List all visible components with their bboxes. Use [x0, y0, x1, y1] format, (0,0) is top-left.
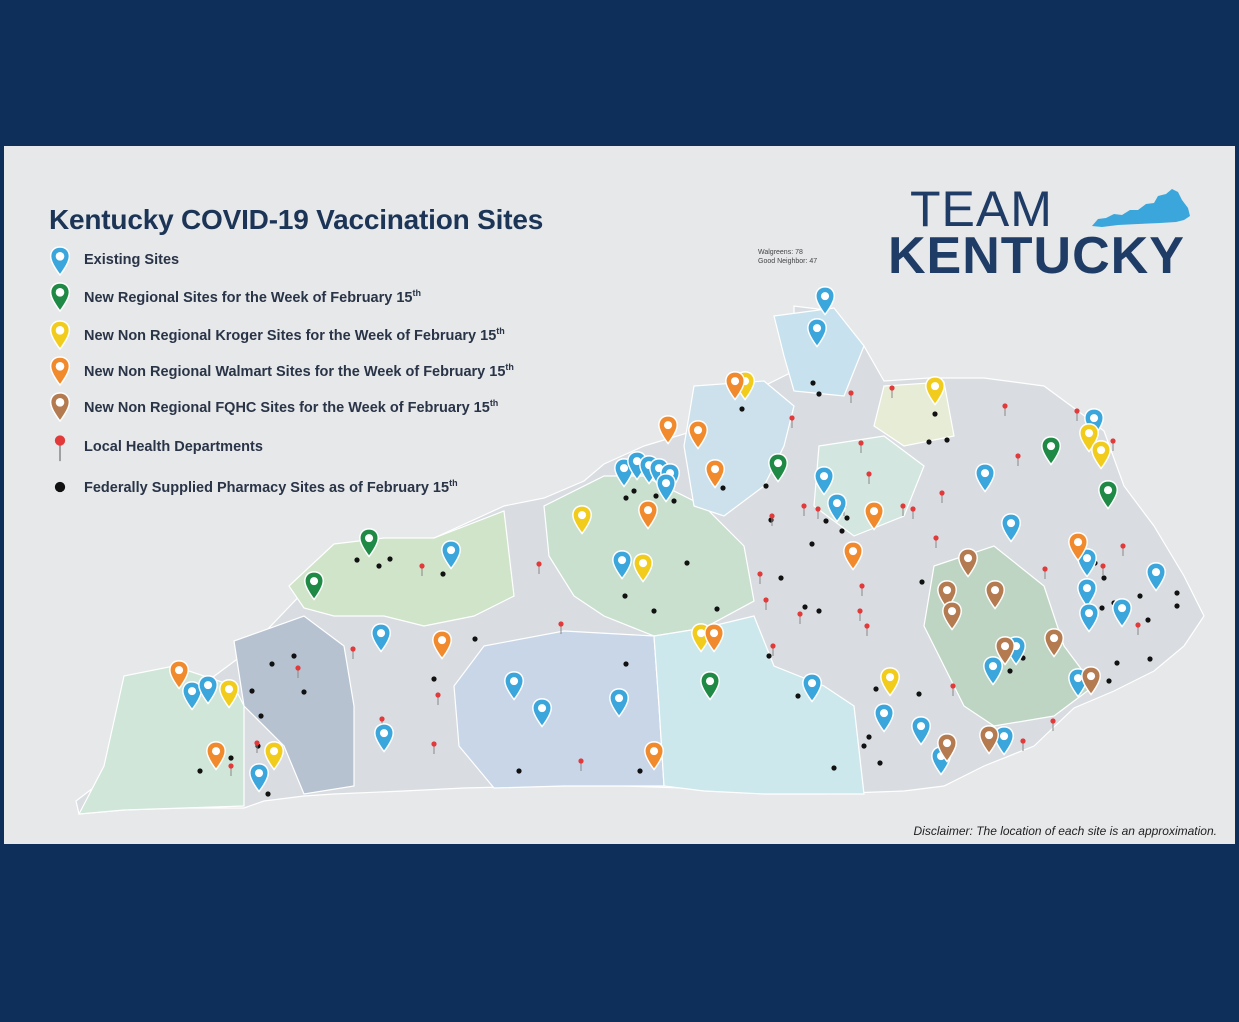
- pharmacy-dot: [376, 563, 381, 568]
- pharmacy-dot: [623, 495, 628, 500]
- pharmacy-dot: [472, 636, 477, 641]
- pharmacy-dot: [1007, 668, 1012, 673]
- legend-label: Existing Sites: [84, 252, 180, 268]
- legend-label: New Non Regional Walmart Sites for the Week of February 15th: [84, 362, 514, 380]
- pharmacy-dot: [1099, 605, 1104, 610]
- pharmacy-dot-icon: [46, 472, 74, 502]
- pharmacy-dot: [269, 661, 274, 666]
- pharmacy-dot: [714, 606, 719, 611]
- pharmacy-dot: [671, 498, 676, 503]
- pharmacy-dot: [816, 608, 821, 613]
- pharmacy-dot: [926, 439, 931, 444]
- map-pin-icon: [46, 356, 74, 386]
- legend-label: New Regional Sites for the Week of February 15th: [84, 288, 421, 306]
- pharmacy-dot: [637, 768, 642, 773]
- map-region: [289, 511, 514, 626]
- pharmacy-dot: [653, 493, 658, 498]
- pharmacy-dot: [265, 791, 270, 796]
- pharmacy-dot: [916, 691, 921, 696]
- pharmacy-dot: [932, 411, 937, 416]
- pharmacy-dot: [809, 541, 814, 546]
- pharmacy-dot: [839, 528, 844, 533]
- legend-label: Local Health Departments: [84, 439, 263, 455]
- pharmacy-dot: [873, 686, 878, 691]
- pharmacy-dot: [1106, 678, 1111, 683]
- health-department-pin-icon: [46, 433, 74, 463]
- pharmacy-dot: [861, 743, 866, 748]
- pharmacy-dot: [197, 768, 202, 773]
- pharmacy-dot: [228, 755, 233, 760]
- pharmacy-dot: [844, 515, 849, 520]
- legend-label: Federally Supplied Pharmacy Sites as of February 15th: [84, 478, 458, 496]
- pharmacy-dot: [823, 518, 828, 523]
- pharmacy-dot: [720, 485, 725, 490]
- pharmacy-dot: [866, 734, 871, 739]
- pharmacy-dot: [1137, 593, 1142, 598]
- pharmacy-dot: [301, 689, 306, 694]
- pharmacy-dot: [802, 604, 807, 609]
- pharmacy-dot: [684, 560, 689, 565]
- logo-line-kentucky: KENTUCKY: [888, 227, 1185, 285]
- legend-label: New Non Regional Kroger Sites for the Week of February 15th: [84, 326, 505, 344]
- legend-label: New Non Regional FQHC Sites for the Week of February 15th: [84, 398, 499, 416]
- pharmacy-dot: [763, 483, 768, 488]
- pharmacy-dot: [516, 768, 521, 773]
- pharmacy-dot: [631, 488, 636, 493]
- pharmacy-dot: [387, 556, 392, 561]
- pharmacy-dot: [810, 380, 815, 385]
- pharmacy-dot: [919, 579, 924, 584]
- good-neighbor-count: Good Neighbor: 47: [758, 258, 818, 265]
- logo-line-team: TEAM: [910, 181, 1053, 237]
- pharmacy-dot: [766, 653, 771, 658]
- pharmacy-dot: [795, 693, 800, 698]
- pharmacy-dot: [1174, 603, 1179, 608]
- pharmacy-dot: [831, 765, 836, 770]
- pharmacy-dot: [354, 557, 359, 562]
- pharmacy-dot: [816, 391, 821, 396]
- walgreens-count: Walgreens: 78: [758, 249, 803, 256]
- map-region: [454, 631, 664, 788]
- pharmacy-dot: [249, 688, 254, 693]
- pharmacy-dot: [877, 760, 882, 765]
- pharmacy-dot: [622, 593, 627, 598]
- pharmacy-dot: [291, 653, 296, 658]
- pharmacy-dot: [944, 437, 949, 442]
- kentucky-shape-icon: [1088, 186, 1192, 232]
- pharmacy-dot: [258, 713, 263, 718]
- map-pin-icon: [46, 246, 74, 276]
- pharmacy-dot: [1174, 590, 1179, 595]
- site-counts: [758, 248, 817, 266]
- map-pin-icon: [46, 320, 74, 350]
- pharmacy-dot: [431, 676, 436, 681]
- map-title: Kentucky COVID-19 Vaccination Sites: [49, 204, 544, 235]
- pharmacy-dot: [1114, 660, 1119, 665]
- pharmacy-dot: [1145, 617, 1150, 622]
- team-kentucky-logo: [882, 182, 1222, 292]
- pharmacy-dot: [739, 406, 744, 411]
- map-pin-icon: [46, 392, 74, 422]
- pharmacy-dot: [1147, 656, 1152, 661]
- map-pin-icon: [46, 282, 74, 312]
- pharmacy-dot: [623, 661, 628, 666]
- pharmacy-dot: [778, 575, 783, 580]
- disclaimer-text: Disclaimer: The location of each site is an approximation.: [913, 824, 1217, 838]
- slide: [4, 146, 1235, 844]
- pharmacy-dot: [651, 608, 656, 613]
- pharmacy-dot: [1101, 575, 1106, 580]
- pharmacy-dot: [440, 571, 445, 576]
